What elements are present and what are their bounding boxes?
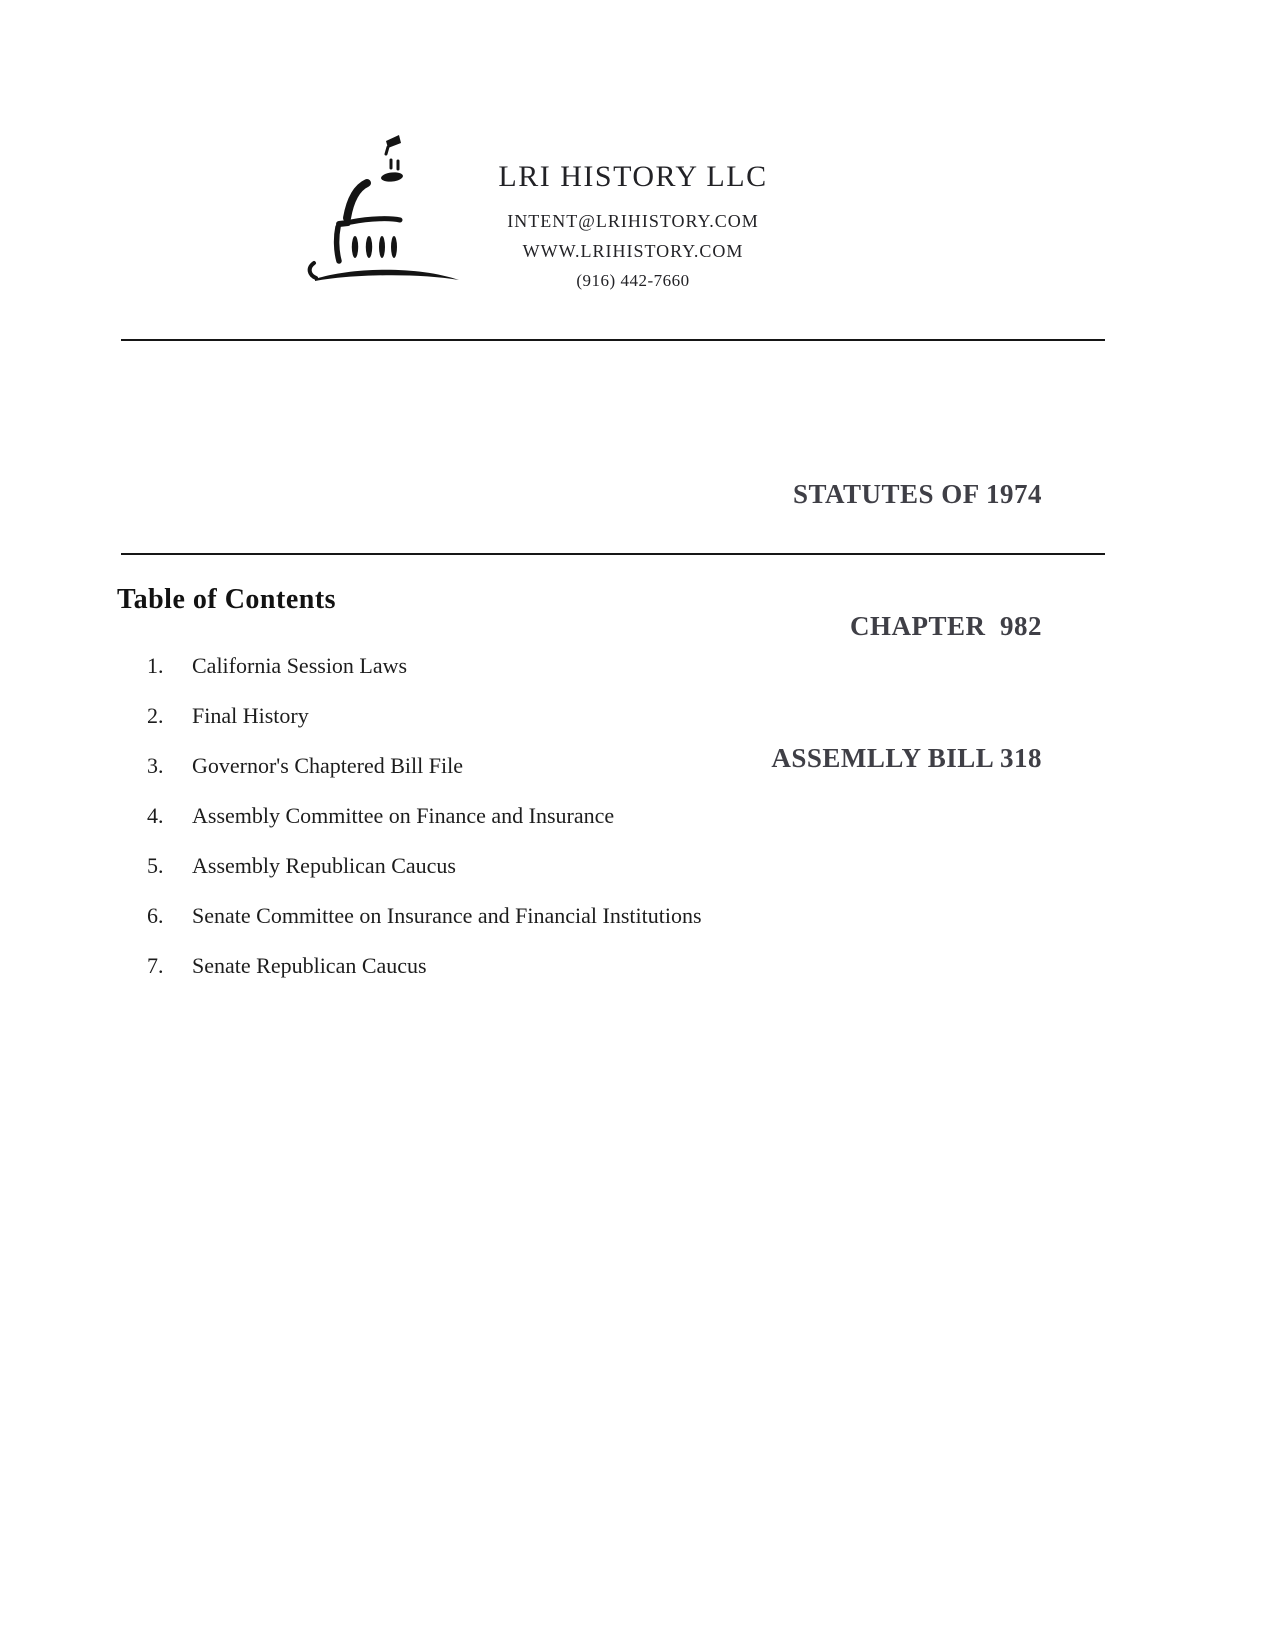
toc-item <box>147 652 1047 702</box>
toc-item <box>147 902 1047 952</box>
company-name: LRI HISTORY LLC <box>498 160 768 193</box>
toc-item <box>147 952 1047 1002</box>
toc-item-label: Final History <box>192 703 309 728</box>
toc-item-label: Governor's Chaptered Bill File <box>192 753 463 778</box>
toc-item <box>147 852 1047 902</box>
toc-item-label: Assembly Republican Caucus <box>192 853 456 878</box>
company-website: WWW.LRIHISTORY.COM <box>522 241 744 261</box>
toc-item-label: Assembly Committee on Finance and Insurance <box>192 803 615 828</box>
chapter-line: CHAPTER 982 <box>849 611 1042 641</box>
toc-item <box>147 802 1047 852</box>
toc-item-label: Senate Republican Caucus <box>192 953 427 978</box>
toc-list <box>147 652 1047 1002</box>
toc-item-label: Senate Committee on Insurance and Financial Institutions <box>192 903 702 928</box>
toc-item-number: 1. <box>147 653 164 678</box>
toc-item-number: 4. <box>147 803 164 828</box>
divider-rule-top <box>121 339 1105 341</box>
letterhead <box>433 160 833 296</box>
toc-item-number: 6. <box>147 903 164 928</box>
toc-item-label: California Session Laws <box>192 653 408 678</box>
toc-item-number: 7. <box>147 953 164 978</box>
assembly-bill-line: ASSEMLLY BILL 318 <box>771 743 1042 773</box>
company-phone: (916) 442-7660 <box>576 271 690 290</box>
toc-item <box>147 702 1047 752</box>
company-email: INTENT@LRIHISTORY.COM <box>507 211 759 231</box>
toc-heading: Table of Contents <box>117 584 337 615</box>
toc-item-number: 2. <box>147 703 164 728</box>
toc-item-number: 3. <box>147 753 164 778</box>
toc-item-number: 5. <box>147 853 164 878</box>
statutes-line: STATUTES OF 1974 <box>792 479 1042 509</box>
toc-item <box>147 752 1047 802</box>
